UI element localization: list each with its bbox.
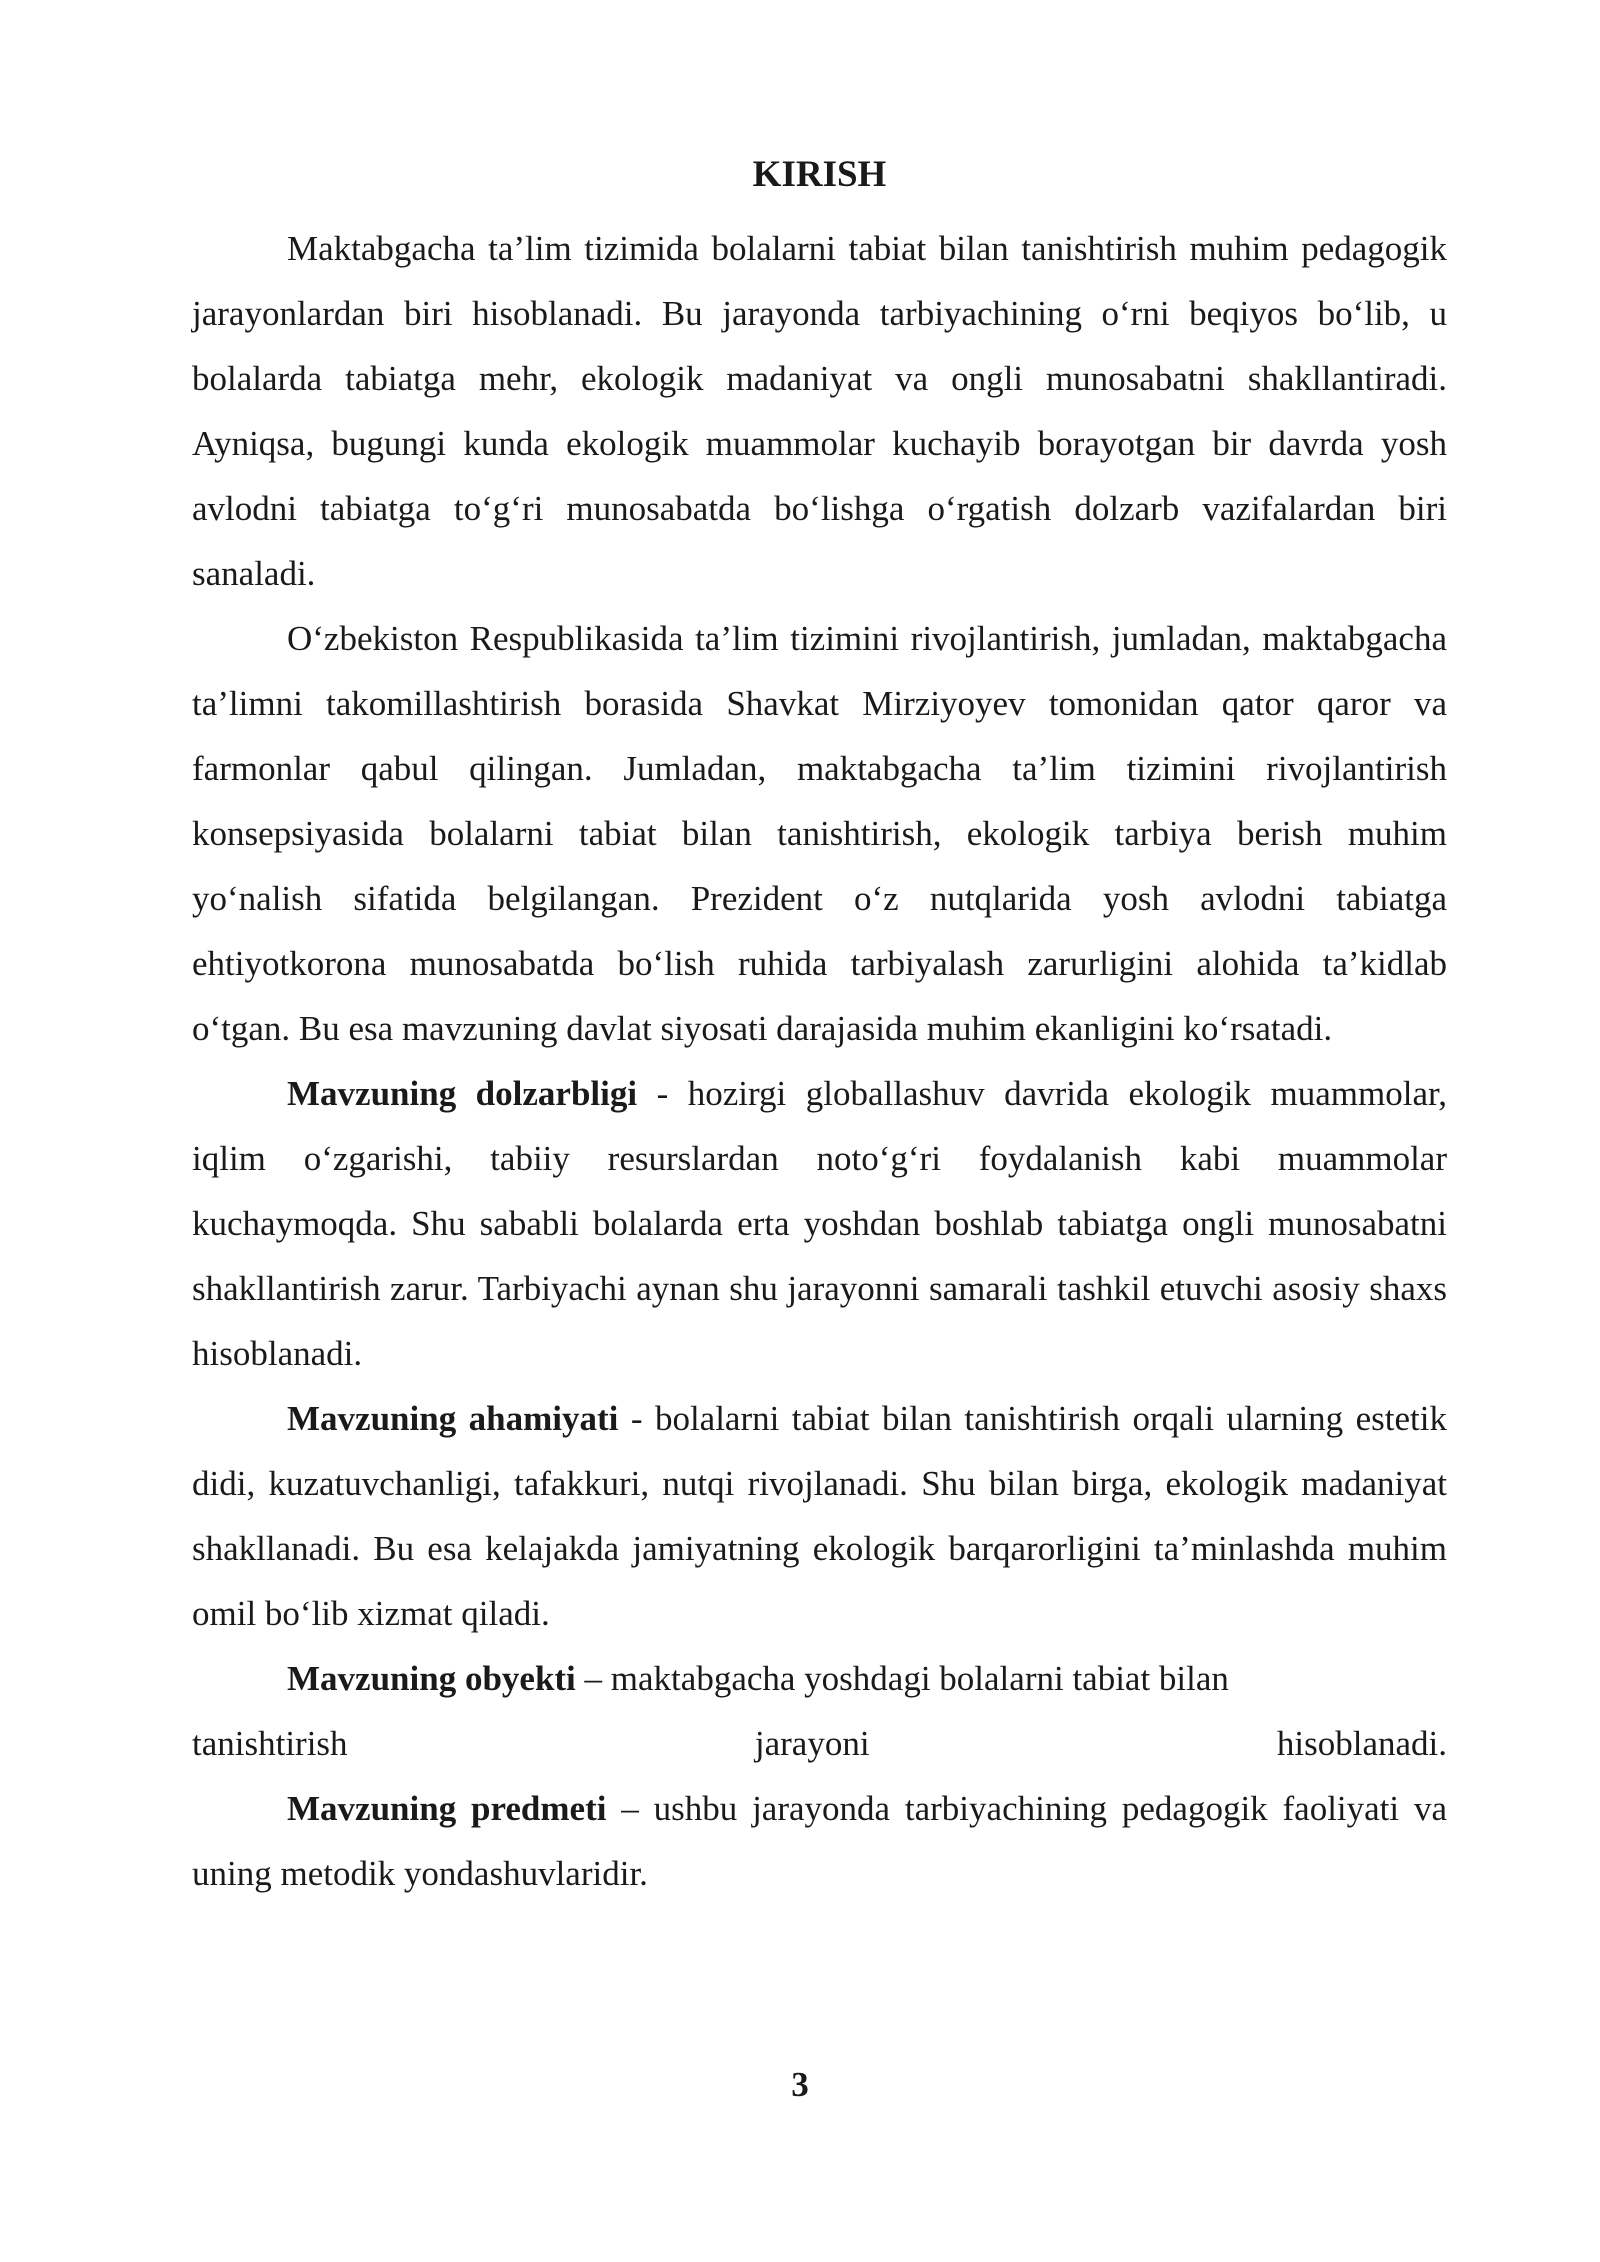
page-title: KIRISH [752,154,887,195]
paragraph-dolzarbligi [192,1061,1447,1386]
obyekti-label: Mavzuning obyekti [287,1659,576,1698]
paragraph-obyekti [192,1646,1447,1711]
obyekti-tail-word-1: tanishtirish [192,1724,348,1763]
dolzarbligi-text: - hozirgi globallashuv davrida ekologik muammolar, iqlim o‘zgarishi, tabiiy resurslardan noto‘g‘ri foydalanish kabi muammolar kuchaymoqda. Shu sababli bolalarda erta yoshdan boshlab tabiatga ongli munosabatni shakllantirish zarur. Tarbiyachi aynan shu jarayonni samarali tashkil etuvchi asosiy shaxs hisoblanadi. [192,1074,1447,1373]
predmeti-label: Mavzuning predmeti [287,1789,607,1828]
obyekti-text: – maktabgacha yoshdagi bolalarni tabiat bilan [575,1659,1229,1698]
dolzarbligi-label: Mavzuning dolzarbligi [287,1074,638,1113]
paragraph-ahamiyati [192,1386,1447,1646]
paragraph-obyekti-tail [192,1711,1447,1776]
paragraph-policy: O‘zbekiston Respublikasida ta’lim tizimini rivojlantirish, jumladan, maktabgacha ta’limni takomillashtirish borasida Shavkat Mirziyoyev tomonidan qator qaror va farmonlar qabul qilingan. Jumladan, maktabgacha ta’lim tizimini rivojlantirish konsepsiyasida bolalarni tabiat bilan tanishtirish, ekologik tarbiya berish muhim yo‘nalish sifatida belgilangan. Prezident o‘z nutqlarida yosh avlodni tabiatga ehtiyotkorona munosabatda bo‘lish ruhida tarbiyalash zarurligini alohida ta’kidlab o‘tgan. Bu esa mavzuning davlat siyosati darajasida muhim ekanligini ko‘rsatadi. [192,619,1447,1048]
page-number: 3 [791,2065,809,2104]
obyekti-tail-word-2: jarayoni [754,1724,870,1763]
paragraph-predmeti [192,1776,1447,1906]
predmeti-text: – ushbu jarayonda tarbiyachining pedagogik faoliyati va uning metodik yondashuvlaridir. [192,1789,1447,1893]
obyekti-tail-word-3: hisoblanadi. [1276,1724,1447,1763]
ahamiyati-text: - bolalarni tabiat bilan tanishtirish orqali ularning estetik didi, kuzatuvchanligi, tafakkuri, nutqi rivojlanadi. Shu bilan birga, ekologik madaniyat shakllanadi. Bu esa kelajakda jamiyatning ekologik barqarorligini ta’minlashda muhim omil bo‘lib xizmat qiladi. [192,1399,1447,1633]
paragraph-intro: Maktabgacha ta’lim tizimida bolalarni tabiat bilan tanishtirish muhim pedagogik jarayonlardan biri hisoblanadi. Bu jarayonda tarbiyachining o‘rni beqiyos bo‘lib, u bolalarda tabiatga mehr, ekologik madaniyat va ongli munosabatni shakllantiradi. Ayniqsa, bugungi kunda ekologik muammolar kuchayib borayotgan bir davrda yosh avlodni tabiatga to‘g‘ri munosabatda bo‘lishga o‘rgatish dolzarb vazifalardan biri sanaladi. [192,229,1447,593]
page-content [192,150,1447,1906]
ahamiyati-label: Mavzuning ahamiyati [287,1399,619,1438]
